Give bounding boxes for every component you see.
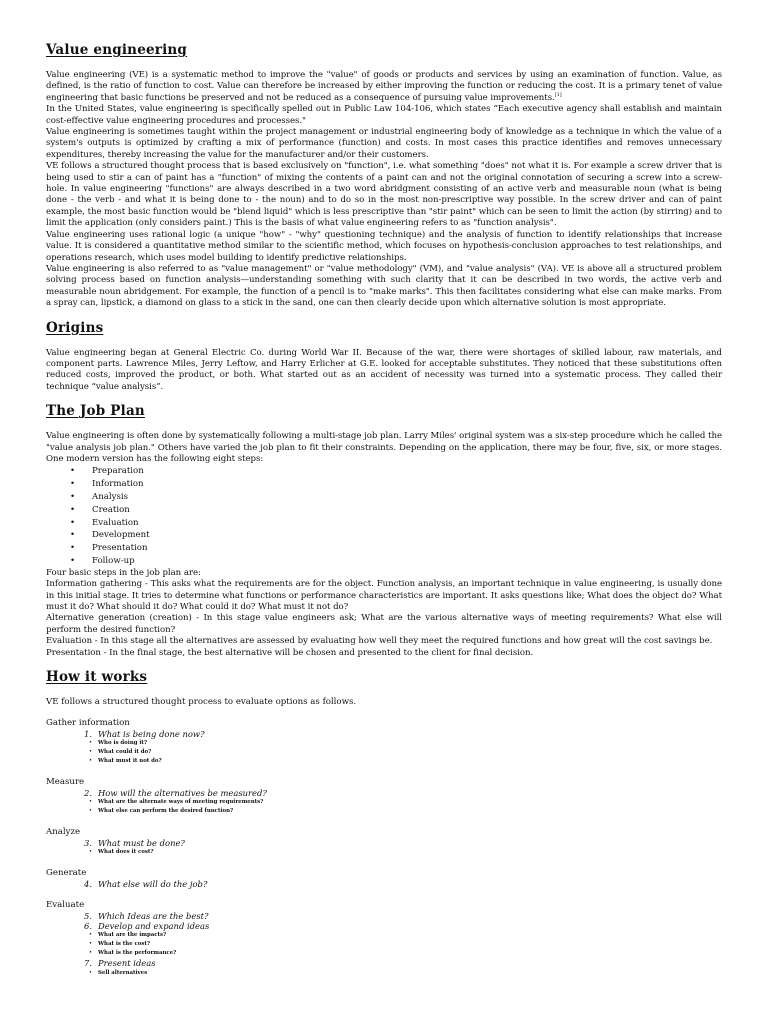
- section-value-engineering: [46, 42, 722, 310]
- bullet-icon: •: [88, 740, 92, 747]
- section-title-job-plan: The Job Plan: [46, 403, 145, 420]
- bullet-icon: •: [88, 749, 92, 756]
- sub-question-text: What must it not do?: [98, 758, 162, 765]
- list-item: • Creation: [70, 504, 722, 517]
- question-text: What else will do the job?: [98, 878, 208, 889]
- step-group: [46, 718, 722, 766]
- bullet-icon: •: [88, 950, 92, 957]
- paragraph: Evaluation - In this stage all the alternatives are assessed by evaluating how well they meet the required functions and how great will the cost savings be.: [46, 636, 713, 647]
- sub-question: [46, 748, 722, 757]
- sub-question-text: What are the impacts?: [98, 932, 167, 939]
- sub-question: [46, 949, 722, 958]
- sub-question: [46, 848, 722, 857]
- question-number: 6.: [84, 920, 92, 931]
- section-how-it-works: [46, 669, 722, 978]
- sub-question: [46, 969, 722, 978]
- sub-question: [46, 931, 722, 940]
- paragraph: VE follows a structured thought process to evaluate options as follows.: [46, 697, 357, 707]
- section-title-value-engineering: Value engineering: [46, 42, 188, 58]
- citation-ref[interactable]: [1]: [554, 91, 562, 98]
- step-group: [46, 777, 722, 816]
- question-number: 5.: [84, 910, 92, 921]
- step-group-title: Evaluate: [46, 900, 85, 911]
- step-group: [46, 900, 722, 978]
- how-it-works-steps: [46, 718, 722, 977]
- sub-question-text: What is the cost?: [98, 941, 151, 948]
- question-text: How will the alternatives be measured?: [98, 787, 267, 798]
- question-number: 3.: [84, 837, 92, 848]
- sub-question-text: Who is doing it?: [98, 740, 148, 747]
- paragraph: Four basic steps in the job plan are:: [46, 567, 201, 578]
- list-item: • Development: [70, 529, 722, 542]
- question-number: 7.: [84, 958, 92, 969]
- list-item: • Preparation: [70, 465, 722, 478]
- job-plan-steps-list: [46, 465, 722, 567]
- list-item: • Information: [70, 478, 722, 491]
- bullet-icon: •: [88, 932, 92, 939]
- step-group: [46, 827, 722, 857]
- step-group-title: Analyze: [46, 827, 81, 838]
- numbered-question: [46, 958, 722, 968]
- question-text: What is being done now?: [98, 728, 205, 739]
- paragraph: VE follows a structured thought process that is based exclusively on "function", i.e. what something "does" not what it is. For example a screw driver that is being used to stir a can of paint has a "function" of mixing the contents of a paint can and not the original connotation of securing a screw into a screw-hole. In value engineering "functions" are always described in a two word abridgment consisting of an active verb and measurable noun (what is being done - the verb - and what it is being done to - the noun) and to do so in the most non-prescriptive way possible. In the screw driver and can of paint example, the most basic function would be "blend liquid" which is less prescriptive than "stir paint" which can be seen to limit the action (by stirring) and to limit the application (only considers paint.) This is the basis of what value engineering refers to as "function analysis".: [46, 161, 722, 229]
- paragraph: Value engineering is sometimes taught within the project management or industrial engineering body of knowledge as a technique in which the value of a system's outputs is optimized by crafting a mix of performance (function) and costs. In most cases this practice identifies and removes unnecessary expenditures, thereby increasing the value for the manufacturer and/or their customers.: [46, 127, 722, 160]
- numbered-question: [46, 838, 722, 848]
- section-title-how-it-works: How it works: [46, 669, 148, 685]
- paragraph: Value engineering uses rational logic (a unique "how" - "why" questioning technique) and the analysis of function to identify relationships that increase value. It is considered a quantitative method similar to the scientific method, which focuses on hypothesis-conclusion approaches to test relationships, and operations research, which uses model building to identify predictive relationships.: [46, 229, 722, 263]
- numbered-question: [46, 788, 722, 798]
- sub-question: [46, 757, 722, 766]
- section-job-plan: [46, 403, 722, 659]
- paragraph: Alternative generation (creation) - In this stage value engineers ask; What are the various alternative ways of meeting requirements? What else will perform the desired function?: [46, 613, 722, 635]
- numbered-question: [46, 729, 722, 739]
- sub-question-text: Sell alternatives: [98, 969, 148, 976]
- paragraph: Value engineering is often done by systematically following a multi-stage job plan. Larry Miles' original system was a six-step procedure which he called the "value analysis job plan." Others have varied the job plan to fit their constraints. Depending on the application, there may be four, five, six, or more stages. One modern version has the following eight steps:: [46, 431, 722, 464]
- bullet-icon: •: [88, 941, 92, 948]
- question-text: Which Ideas are the best?: [98, 910, 209, 921]
- question-text: Present ideas: [98, 958, 156, 969]
- step-group-title: Generate: [46, 868, 87, 879]
- question-text: Develop and expand ideas: [98, 920, 210, 931]
- bullet-icon: •: [88, 969, 92, 976]
- document-page: [46, 36, 722, 989]
- sub-question-text: What are the alternate ways of meeting requirements?: [98, 799, 264, 806]
- numbered-question: [46, 921, 722, 931]
- paragraph: Information gathering - This asks what the requirements are for the object. Function analysis, an important technique in value engineering, is usually done in this initial stage. It tries to determine what functions or performance characteristics are important. It asks questions like; What does the object do? What must it do? What should it do? What could it do? What must it not do?: [46, 579, 722, 612]
- paragraph: Presentation - In the final stage, the best alternative will be chosen and presented to the client for final decision.: [46, 647, 534, 658]
- section-title-origins: Origins: [46, 319, 104, 336]
- list-item: • Presentation: [70, 542, 722, 555]
- numbered-question: [46, 879, 722, 889]
- sub-question: [46, 940, 722, 949]
- question-text: What must be done?: [98, 837, 185, 848]
- sub-question-text: What could it do?: [98, 749, 152, 756]
- bullet-icon: •: [88, 799, 92, 806]
- question-number: 4.: [84, 878, 92, 889]
- list-item: • Analysis: [70, 491, 722, 504]
- paragraph: Value engineering began at General Electric Co. during World War II. Because of the war, there were shortages of skilled labour, raw materials, and component parts. Lawrence Miles, Jerry Leftow, and Harry Erlicher at G.E. looked for acceptable substitutes. They noticed that these substitutions often reduced costs, improved the product, or both. What started out as an accident of necessity was turned into a systematic process. They called their technique “value analysis”.: [46, 347, 722, 392]
- paragraph: In the United States, value engineering is specifically spelled out in Public Law 104-106, which states “Each executive agency shall establish and maintain cost-effective value engineering procedures and processes.": [46, 104, 722, 126]
- sub-question-text: What else can perform the desired function?: [98, 808, 234, 815]
- step-group-title: Gather information: [46, 718, 130, 729]
- step-group: [46, 868, 722, 889]
- bullet-icon: •: [88, 849, 92, 856]
- numbered-question: [46, 911, 722, 921]
- section-origins: [46, 320, 722, 394]
- paragraph: [46, 70, 722, 104]
- question-number: 1.: [84, 728, 92, 739]
- sub-question: [46, 739, 722, 748]
- sub-question-text: What does it cost?: [98, 849, 154, 856]
- question-number: 2.: [84, 787, 92, 798]
- bullet-icon: •: [88, 758, 92, 765]
- bullet-icon: •: [88, 808, 92, 815]
- sub-question: [46, 807, 722, 816]
- sub-question: [46, 798, 722, 807]
- paragraph-text: Value engineering (VE) is a systematic method to improve the "value" of goods or products and services by using an examination of function. Value, as defined, is the ratio of function to cost. Value can therefore be increased by either improving the function or reducing the cost. It is a primary tenet of value engineering that basic functions be preserved and not be reduced as a consequence of pursuing value improvements.: [46, 70, 722, 103]
- step-group-title: Measure: [46, 777, 85, 788]
- list-item: • Evaluation: [70, 517, 722, 530]
- list-item: • Follow-up: [70, 555, 722, 568]
- paragraph: Value engineering is also referred to as "value management" or "value methodology" (VM), and "value analysis" (VA). VE is above all a structured problem solving process based on function analysis—understanding something with such clarity that it can be described in two words, the active verb and measurable noun abridgement. For example, the function of a pencil is to "make marks". This then facilitates considering what else can make marks. From a spray can, lipstick, a diamond on glass to a stick in the sand, one can then clearly decide upon which alternative solution is most appropriate.: [46, 263, 722, 309]
- sub-question-text: What is the performance?: [98, 950, 177, 957]
